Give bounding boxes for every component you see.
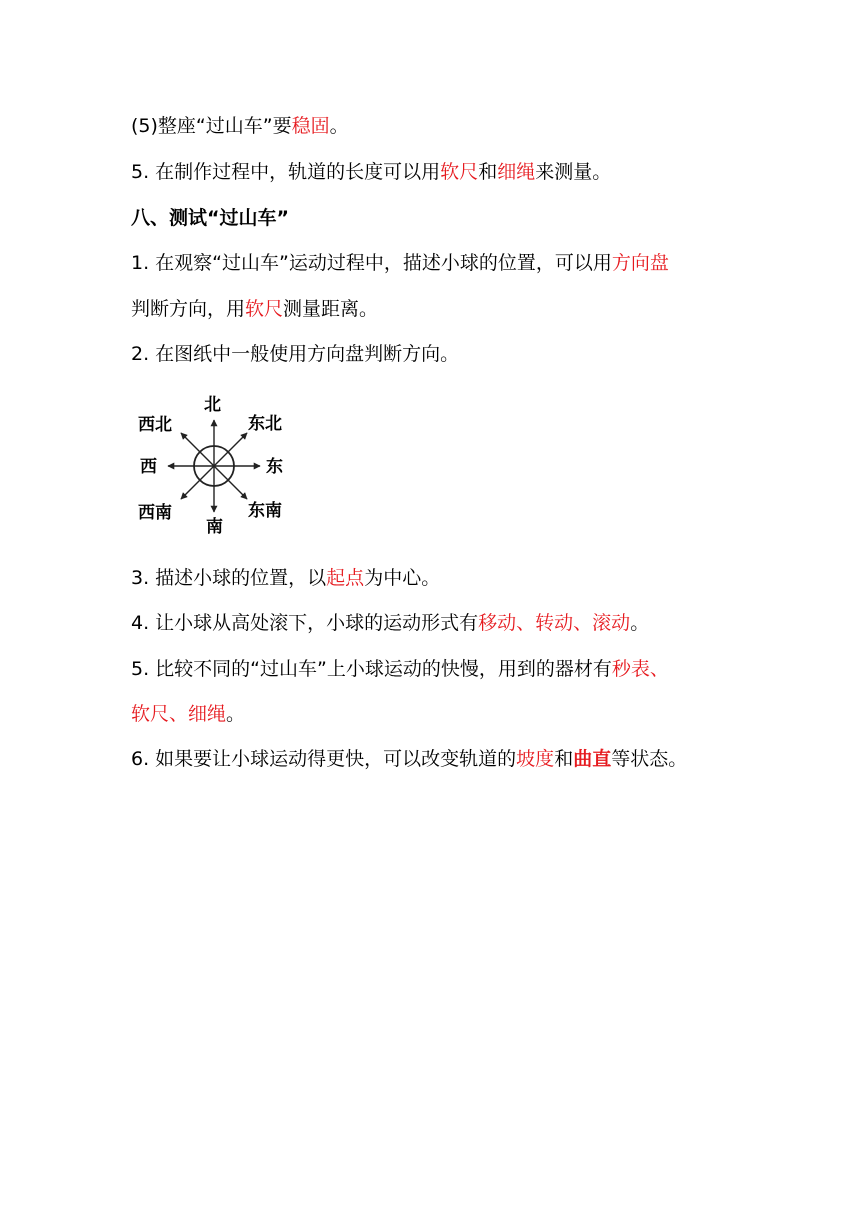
item-6-faster: 6. 如果要让小球运动得更快，可以改变轨道的坡度和曲直等状态。 <box>131 748 688 770</box>
item-5-continued: 软尺、细绳。 <box>131 703 246 725</box>
label-southeast: 东南 <box>248 501 282 521</box>
compass-diagram <box>134 390 294 540</box>
highlight-stable: 稳固 <box>291 115 330 137</box>
item-1-continued: 判断方向，用软尺测量距离。 <box>131 298 379 320</box>
highlight-string: 细绳 <box>497 161 536 183</box>
label-northeast: 东北 <box>248 414 282 434</box>
label-southwest: 西南 <box>138 503 172 523</box>
item-5-5: (5)整座“过山车”要稳固。 <box>131 115 349 137</box>
item-2-drawing: 2. 在图纸中一般使用方向盘判断方向。 <box>131 343 460 365</box>
label-northwest: 西北 <box>138 415 172 435</box>
item-5-compare: 5. 比较不同的“过山车”上小球运动的快慢，用到的器材有秒表、 <box>131 658 669 680</box>
label-west: 西 <box>140 457 157 477</box>
highlight-soft-ruler-2: 软尺 <box>245 298 284 320</box>
compass-figure <box>134 390 294 540</box>
arrow-northwest <box>181 433 214 466</box>
item-1-observe: 1. 在观察“过山车”运动过程中，描述小球的位置，可以用方向盘 <box>131 252 669 274</box>
highlight-compass: 方向盘 <box>611 252 669 274</box>
highlight-curvature: 曲直 <box>573 748 612 770</box>
highlight-soft-ruler: 软尺 <box>440 161 479 183</box>
item-3-position: 3. 描述小球的位置，以起点为中心。 <box>131 567 441 589</box>
label-south: 南 <box>206 517 223 537</box>
item-5-measure: 5. 在制作过程中，轨道的长度可以用软尺和细绳来测量。 <box>131 161 612 183</box>
highlight-motion-types: 移动、转动、滚动 <box>478 612 631 634</box>
item-4-motion: 4. 让小球从高处滚下，小球的运动形式有移动、转动、滚动。 <box>131 612 650 634</box>
label-north: 北 <box>204 395 221 415</box>
section-heading-8: 八、测试“过山车” <box>131 207 289 229</box>
highlight-slope: 坡度 <box>516 748 555 770</box>
highlight-start-point: 起点 <box>326 567 365 589</box>
label-east: 东 <box>266 457 283 477</box>
highlight-tools: 软尺、细绳 <box>131 703 227 725</box>
highlight-stopwatch: 秒表、 <box>611 658 669 680</box>
arrow-southwest <box>181 466 214 499</box>
arrow-southeast <box>214 466 247 499</box>
arrow-northeast <box>214 433 247 466</box>
